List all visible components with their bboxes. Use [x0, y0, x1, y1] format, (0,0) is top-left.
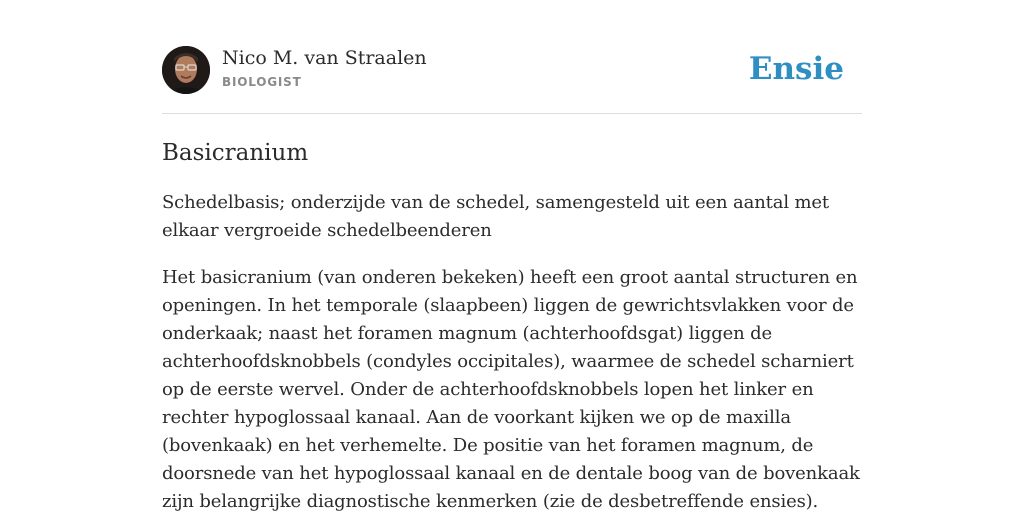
entry-definition: Schedelbasis; onderzijde van de schedel, samengesteld uit een aantal met elkaar vergroeide schedelbeenderen — [162, 192, 829, 241]
entry-body: Het basicranium (van onderen bekeken) heeft een groot aantal structuren en openingen. In het temporale (slaapbeen) liggen de gewrichtsvlakken voor de onderkaak; naast het foramen magnum (achterhoofdsgat) liggen de achterhoofdsknobbels (condyles occipitales), waarmee de schedel scharniert op de eerste wervel. Onder de achterhoofdsknobbels lopen het linker en rechter hypoglossaal kanaal. Aan de voorkant kijken we op de maxilla (bovenkaak) en het verhemelte. De positie van het foramen magnum, de doorsnede van het hypoglossaal kanaal en de dentale boog van de bovenkaak zijn belangrijke diagnostische kenmerken (zie de desbetreffende ensies). — [162, 267, 860, 512]
entry-content — [162, 138, 862, 512]
ensie-logo[interactable]: Ensie — [748, 51, 844, 87]
author-portrait-icon — [162, 46, 210, 94]
author-role: BIOLOGIST — [222, 75, 302, 89]
author-avatar[interactable] — [162, 46, 210, 94]
entry-title: Basicranium — [162, 140, 309, 166]
author-header — [162, 46, 862, 96]
author-name[interactable]: Nico M. van Straalen — [222, 47, 427, 69]
header-divider — [162, 113, 862, 114]
